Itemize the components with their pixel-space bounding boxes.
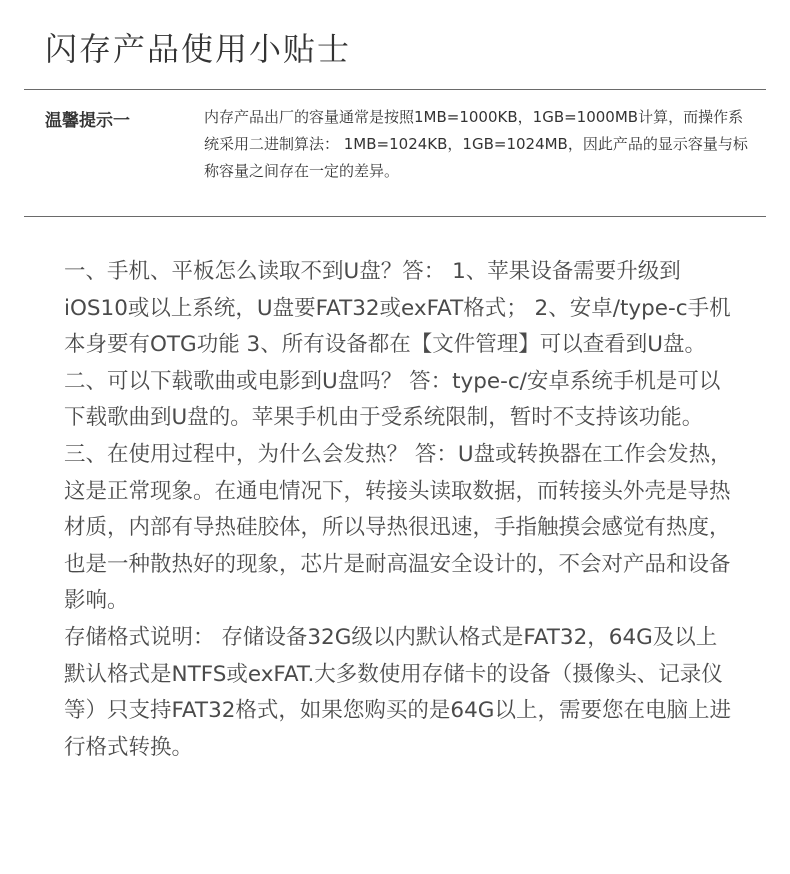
faq-section <box>64 254 736 766</box>
faq-item-usb-detection: 一、手机、平板怎么读取不到U盘？答： 1、苹果设备需要升级到iOS10或以上系统，U盘要FAT32或exFAT格式； 2、安卓/type-c手机本身要有OTG功能 3、所有设备都在【文件管理】可以查看到U盘。 <box>64 259 731 358</box>
faq-item-heat: 三、在使用过程中，为什么会发热？ 答：U盘或转换器在工作会发热，这是正常现象。在通电情况下，转接头读取数据，而转接头外壳是导热材质，内部有导热硅胶体，所以导热很迅速，手指触摸会感觉有热度，也是一种散热好的现象，芯片是耐高温安全设计的，不会对产品和设备影响。 <box>64 441 732 614</box>
page-title: 闪存产品使用小贴士 <box>45 30 352 68</box>
faq-item-format: 存储格式说明： 存储设备32G级以内默认格式是FAT32，64G及以上默认格式是NTFS或exFAT.大多数使用存储卡的设备（摄像头、记录仪等）只支持FAT32格式，如果您购买的是64G以上，需要您在电脑上进行格式转换。 <box>64 624 731 760</box>
faq-item-download: 二、可以下载歌曲或电影到U盘吗？ 答：type-c/安卓系统手机是可以下载歌曲到U盘的。苹果手机由于受系统限制，暂时不支持该功能。 <box>64 368 721 431</box>
bottom-divider <box>24 216 766 217</box>
top-divider <box>24 89 766 90</box>
tip-label: 温馨提示一 <box>45 111 130 131</box>
tip-text: 内存产品出厂的容量通常是按照1MB=1000KB，1GB=1000MB计算，而操作系统采用二进制算法： 1MB=1024KB，1GB=1024MB，因此产品的显示容量与标称容量之间存在一定的差异。 <box>204 108 748 180</box>
